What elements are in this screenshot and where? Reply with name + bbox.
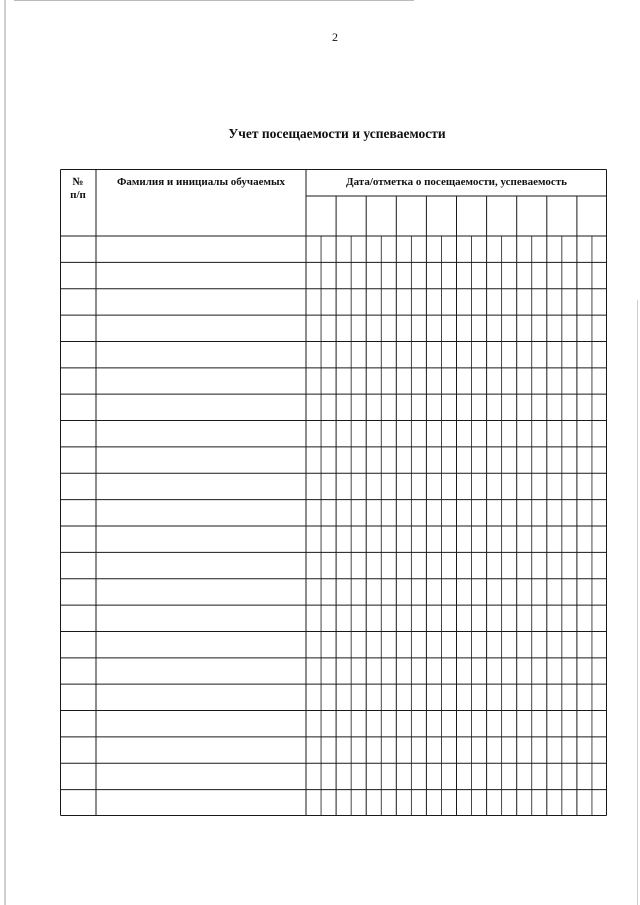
page-title: Учет посещаемости и успеваемости [228,126,446,141]
scan-edge-top [14,0,414,1]
scan-edge-right [637,300,638,905]
attendance-table [60,169,607,816]
header-number-label: № [72,176,84,188]
header-name-label: Фамилия и инициалы обучаемых [116,176,286,188]
attendance-table-grid [60,169,607,816]
page-number: 2 [332,30,338,44]
header-date-label: Дата/отметка о посещаемости, успеваемость [346,176,567,188]
header-number-cell [60,176,96,202]
header-number-sub-label: п/п [70,189,86,201]
